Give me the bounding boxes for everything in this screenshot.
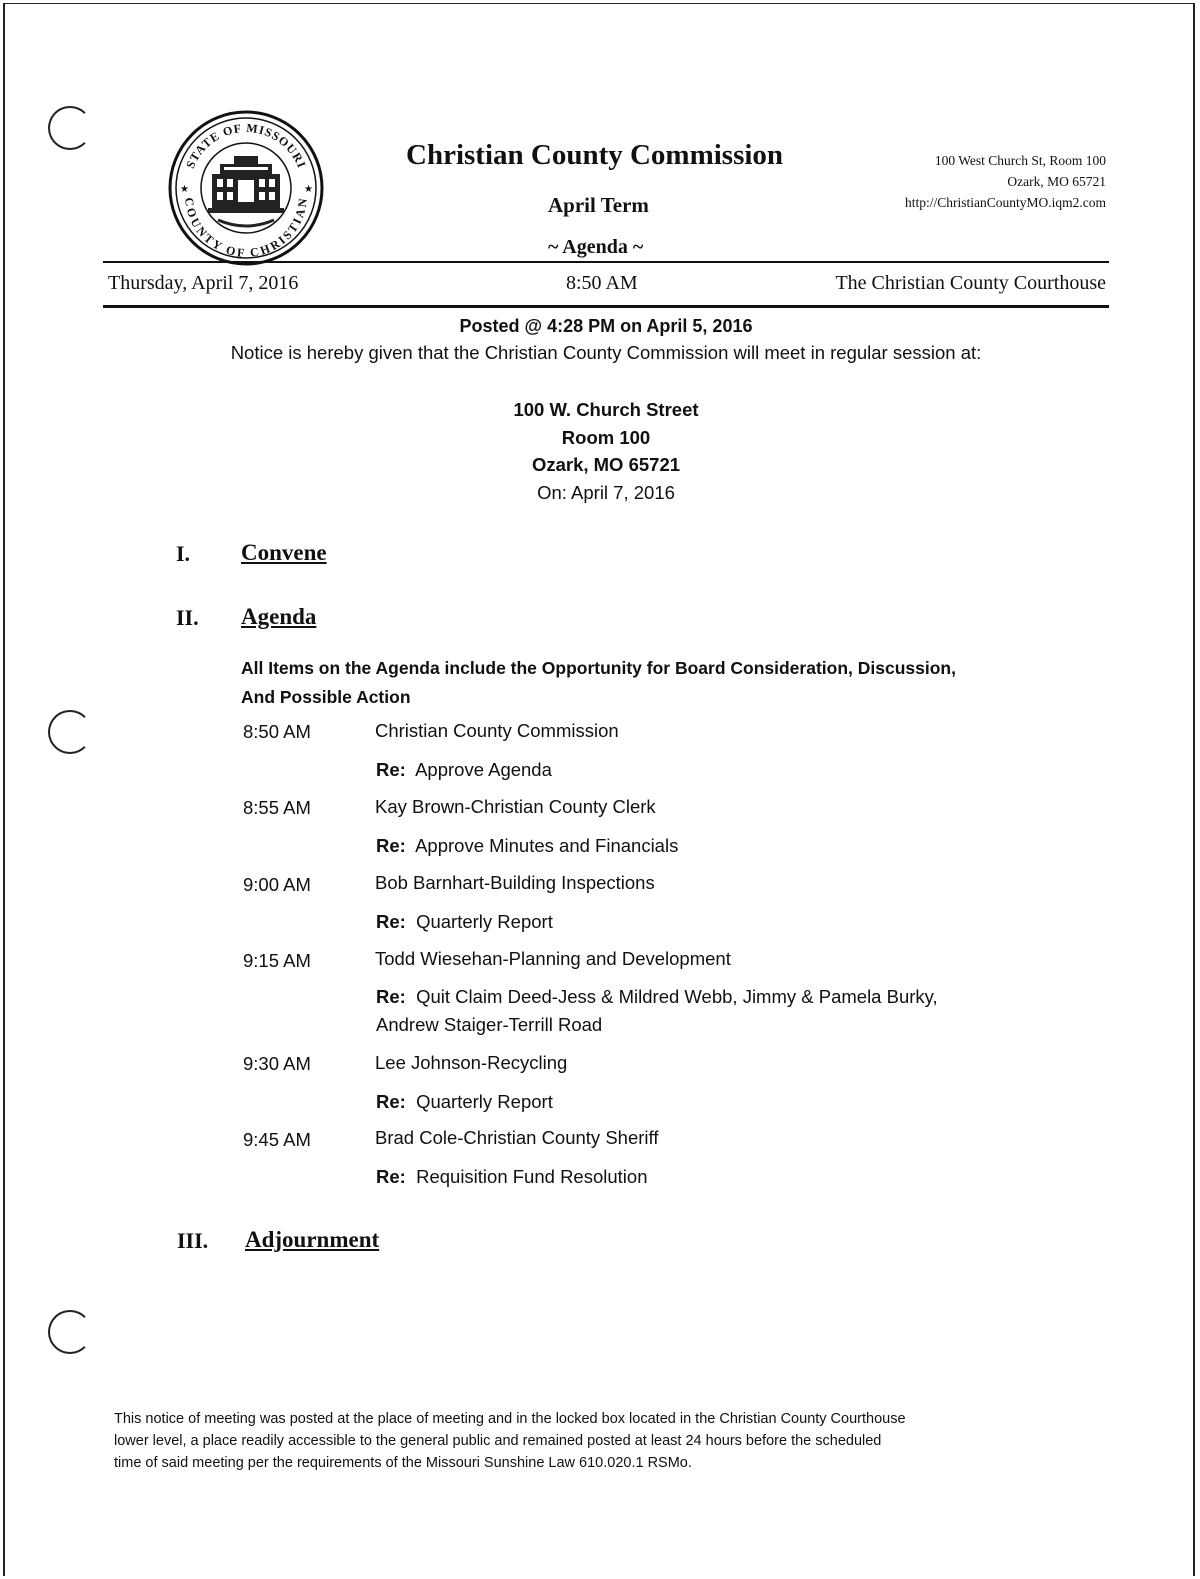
item-time: 9:30 AM — [243, 1053, 311, 1074]
re-text: Approve Agenda — [415, 759, 552, 780]
seal-top-text: STATE OF MISSOURI — [182, 120, 310, 171]
item-presenter: Brad Cole-Christian County Sheriff — [375, 1127, 659, 1148]
divider — [103, 305, 1109, 308]
re-text: Approve Minutes and Financials — [415, 835, 679, 856]
item-presenter: Lee Johnson-Recycling — [375, 1052, 568, 1073]
item-presenter: Todd Wiesehan-Planning and Development — [375, 948, 731, 969]
item-presenter: Kay Brown-Christian County Clerk — [375, 796, 656, 817]
agenda-intro-line: All Items on the Agenda include the Opportunity for Board Consideration, Discussion, — [241, 658, 956, 678]
item-time: 9:00 AM — [243, 874, 311, 895]
item-subject — [376, 832, 1076, 860]
address-city: Ozark, MO 65721 — [531, 454, 681, 475]
binder-hole — [48, 710, 92, 754]
agenda-intro — [241, 654, 956, 712]
meeting-address-block — [0, 396, 1200, 506]
item-time: 8:50 AM — [243, 721, 311, 742]
svg-text:★: ★ — [304, 184, 313, 195]
item-time: 9:45 AM — [243, 1129, 311, 1150]
re-label: Re: — [376, 911, 406, 932]
item-subject — [376, 1163, 1076, 1191]
meeting-location: The Christian County Courthouse — [835, 272, 1106, 294]
item-subject — [376, 908, 1076, 936]
binder-hole — [48, 106, 92, 150]
re-label: Re: — [376, 835, 406, 856]
commission-title: Christian County Commission — [406, 139, 784, 171]
item-subject — [376, 756, 1076, 784]
section-number: I. — [176, 541, 191, 566]
re-text: Quarterly Report — [416, 911, 553, 932]
agenda-heading: ~ Agenda ~ — [548, 236, 644, 258]
meeting-date: Thursday, April 7, 2016 — [108, 272, 299, 294]
re-label: Re: — [376, 759, 406, 780]
item-subject — [376, 1088, 1076, 1116]
notice-text: Notice is hereby given that the Christian County Commission will meet in regular session at: — [230, 342, 982, 363]
item-presenter: Bob Barnhart-Building Inspections — [375, 872, 655, 893]
section-title-adjournment: Adjournment — [245, 1227, 380, 1252]
address-room: Room 100 — [561, 426, 651, 448]
re-text: Requisition Fund Resolution — [416, 1166, 648, 1187]
re-label: Re: — [376, 986, 406, 1007]
address-street: 100 W. Church Street — [513, 399, 699, 420]
item-time: 8:55 AM — [243, 797, 311, 818]
county-seal — [168, 110, 324, 266]
meeting-on-date: On: April 7, 2016 — [537, 481, 675, 503]
re-text: Andrew Staiger-Terrill Road — [376, 1014, 603, 1035]
posted-notice: Posted @ 4:28 PM on April 5, 2016 — [459, 316, 753, 336]
address-city: Ozark, MO 65721 — [1007, 174, 1106, 189]
agenda-intro-line: And Possible Action — [241, 687, 411, 707]
section-title-agenda: Agenda — [241, 604, 317, 629]
section-number: II. — [176, 605, 199, 630]
section-title-convene: Convene — [241, 540, 327, 565]
footnote-line: time of said meeting per the requirements of the Missouri Sunshine Law 610.020.1 RSMo. — [114, 1455, 692, 1471]
website-link[interactable]: http://ChristianCountyMO.iqm2.com — [904, 195, 1106, 210]
divider — [103, 261, 1109, 263]
posting-footnote — [114, 1408, 1074, 1474]
svg-text:★: ★ — [180, 184, 189, 195]
re-label: Re: — [376, 1166, 406, 1187]
item-time: 9:15 AM — [243, 950, 311, 971]
commission-address — [905, 150, 1106, 213]
item-presenter: Christian County Commission — [375, 720, 619, 741]
section-number: III. — [177, 1228, 209, 1253]
footnote-line: lower level, a place readily accessible to the general public and remained posted at least 24 hours before the scheduled — [114, 1433, 882, 1449]
re-text: Quit Claim Deed-Jess & Mildred Webb, Jimmy & Pamela Burky, — [416, 986, 938, 1007]
address-street: 100 West Church St, Room 100 — [934, 153, 1106, 168]
item-subject — [376, 983, 1076, 1039]
re-text: Quarterly Report — [416, 1091, 553, 1112]
meeting-time: 8:50 AM — [566, 272, 638, 294]
binder-hole — [48, 1310, 92, 1354]
seal-bottom-text: COUNTY OF CHRISTIAN — [182, 196, 310, 260]
term-label: April Term — [548, 193, 649, 217]
footnote-line: This notice of meeting was posted at the place of meeting and in the locked box located in the Christian County Courthouse — [114, 1411, 906, 1427]
re-label: Re: — [376, 1091, 406, 1112]
